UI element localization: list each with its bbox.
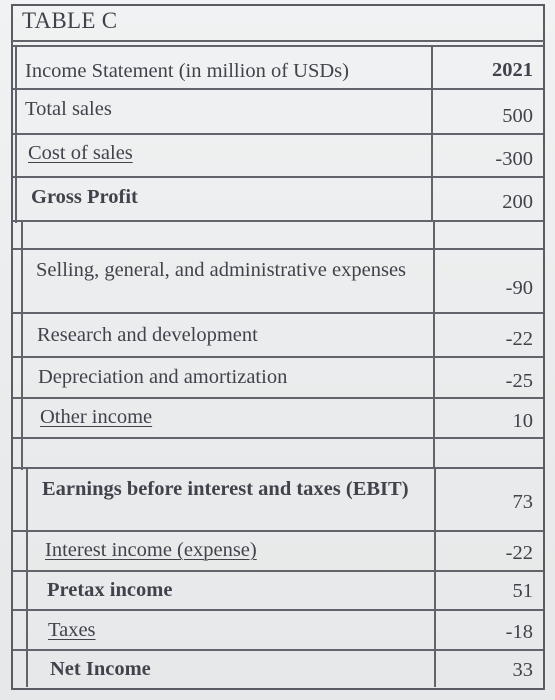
rule [13, 88, 543, 90]
rule [26, 467, 28, 687]
rule [13, 176, 543, 178]
row-label-depreciation: Depreciation and amortization [38, 366, 288, 388]
row-label-total-sales: Total sales [25, 98, 112, 120]
rule [13, 530, 543, 532]
row-label-research: Research and development [37, 324, 258, 346]
rule [13, 356, 543, 358]
rule [12, 45, 544, 47]
rule [13, 312, 543, 314]
row-label-ebit: Earnings before interest and taxes (EBIT) [42, 478, 409, 500]
table-title: TABLE C [22, 8, 118, 33]
rule [13, 649, 543, 651]
row-label-taxes: Taxes [48, 619, 96, 641]
rule [13, 133, 543, 135]
row-label-gross-profit: Gross Profit [31, 186, 138, 208]
rule [12, 40, 544, 42]
row-label-interest: Interest income (expense) [45, 539, 257, 561]
rule [13, 609, 543, 611]
column-header-label: Income Statement (in million of USDs) [25, 60, 349, 82]
rule [13, 467, 543, 469]
row-label-cost-of-sales: Cost of sales [28, 142, 133, 164]
row-value-sga: -90 [505, 277, 533, 299]
rule [434, 467, 436, 687]
rule [13, 220, 543, 222]
row-label-pretax-income: Pretax income [47, 579, 173, 601]
row-label-sga: Selling, general, and administrative expenses [36, 259, 407, 281]
row-label-net-income: Net Income [50, 658, 151, 680]
rule [13, 437, 543, 439]
rule [13, 248, 543, 250]
row-value-pretax-income: 51 [512, 580, 533, 602]
row-value-taxes: -18 [505, 621, 533, 643]
row-value-other-income: 10 [512, 410, 533, 432]
row-value-depreciation: -25 [505, 370, 533, 392]
rule [15, 45, 17, 223]
row-value-gross-profit: 200 [502, 191, 533, 213]
rule [13, 397, 543, 399]
row-value-total-sales: 500 [502, 105, 533, 127]
row-label-other-income: Other income [40, 406, 153, 428]
row-value-net-income: 33 [512, 659, 533, 681]
row-value-interest: -22 [505, 542, 533, 564]
rule [433, 220, 435, 467]
column-header-year: 2021 [492, 59, 533, 81]
row-value-ebit: 73 [512, 491, 533, 513]
row-value-cost-of-sales: -300 [495, 148, 533, 170]
rule [13, 570, 543, 572]
rule [431, 45, 433, 220]
row-value-research: -22 [505, 328, 533, 350]
rule [21, 220, 23, 470]
